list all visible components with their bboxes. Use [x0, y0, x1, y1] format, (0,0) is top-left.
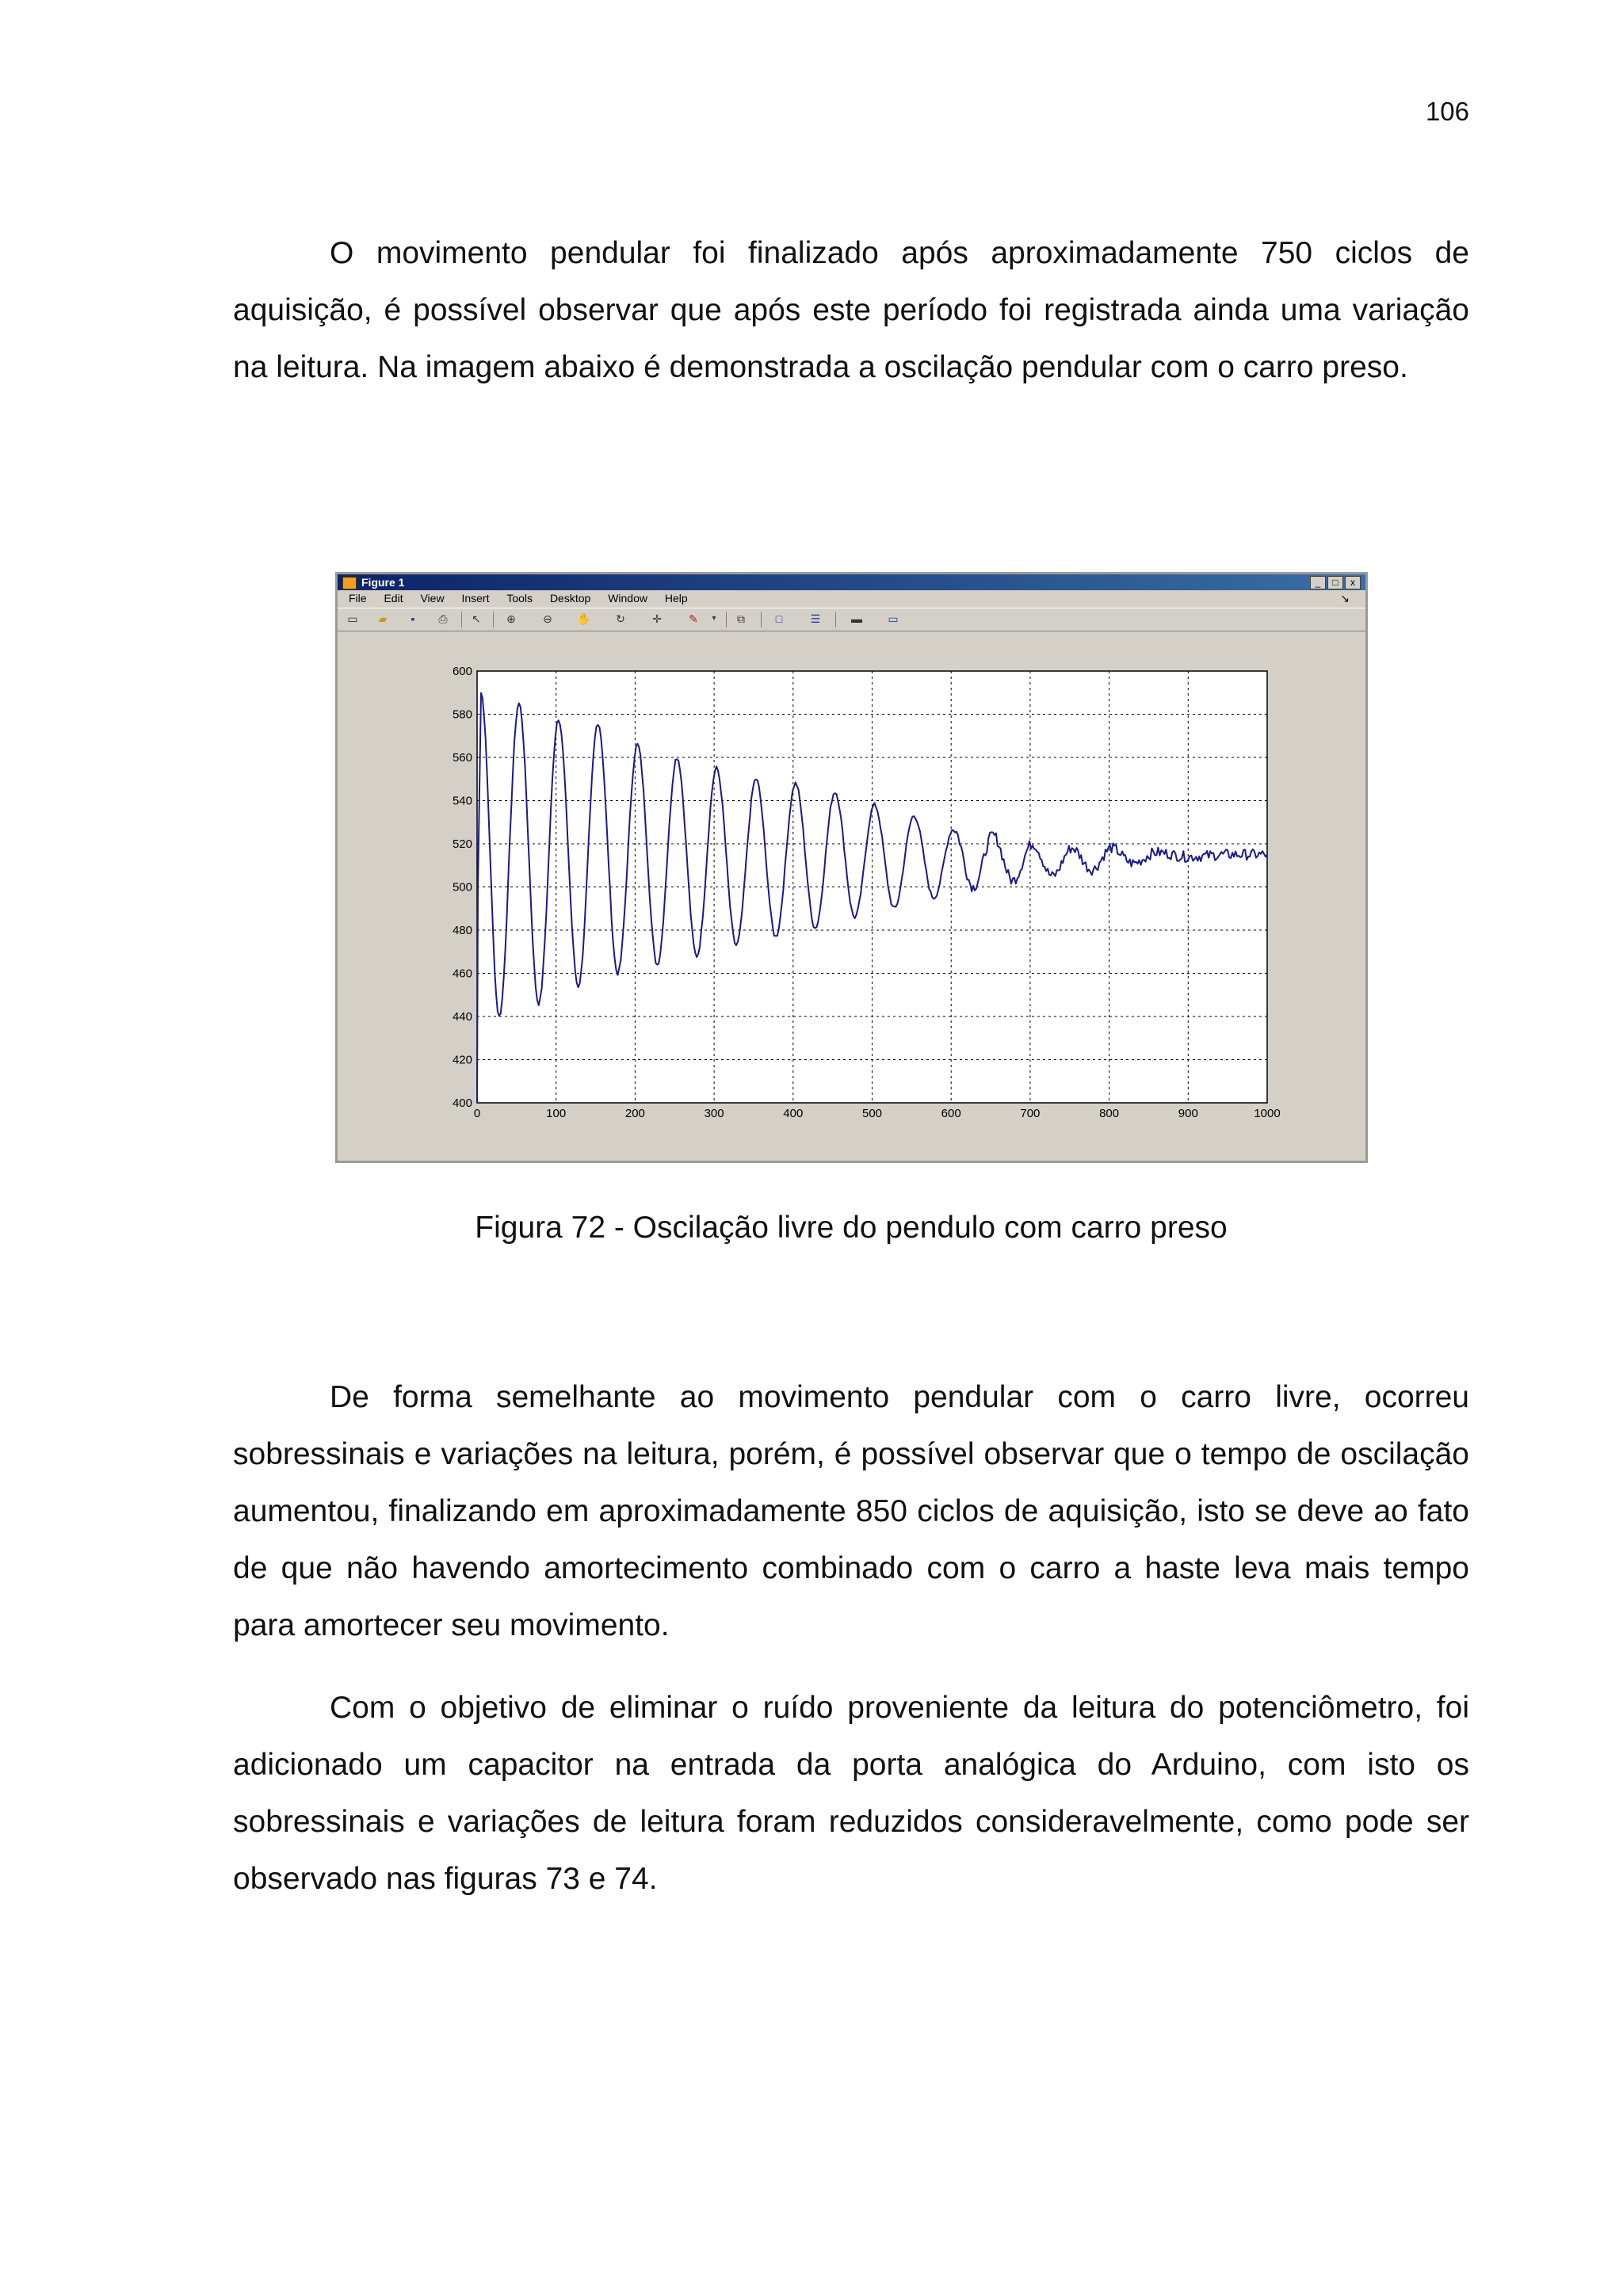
paragraph-2: De forma semelhante ao movimento pendular com o carro livre, ocorreu sobressinais e variações na leitura, porém, é possível observar que o tempo de oscilação aumentou, finalizando em aproximadamente 850 ciclos de aquisição, isto se deve ao fato de que não havendo amortecimento combinado com o carro a haste leva mais tempo para amortecer seu movimento. [233, 1380, 1469, 1642]
legend-icon[interactable]: ☰ [810, 612, 821, 625]
y-tick-label: 540 [452, 794, 472, 808]
figure-caption: Figura 72 - Oscilação livre do pendulo com carro preso [475, 1211, 1228, 1245]
y-tick-label: 480 [452, 924, 472, 937]
new-file-icon[interactable]: ▭ [347, 612, 358, 625]
y-tick-label: 460 [452, 967, 472, 981]
brush-icon[interactable]: ✎ [689, 612, 698, 625]
open-folder-icon[interactable]: ▰ [378, 612, 388, 625]
dock-arrow-icon[interactable]: ↘ [1340, 592, 1350, 605]
rotate-3d-icon[interactable]: ↻ [616, 612, 625, 625]
y-tick-label: 440 [452, 1010, 472, 1024]
x-tick-label: 600 [941, 1107, 961, 1120]
y-tick-label: 580 [452, 707, 472, 722]
y-tick-label: 500 [452, 880, 472, 894]
x-tick-label: 100 [546, 1107, 567, 1120]
zoom-in-icon[interactable]: ⊕ [506, 612, 516, 625]
x-tick-label: 900 [1178, 1107, 1198, 1120]
x-tick-label: 400 [783, 1107, 804, 1120]
paragraph-3: Com o objetivo de eliminar o ruído proveniente da leitura do potenciômetro, foi adicionado um capacitor na entrada da porta analógica do Arduino, com isto os sobressinais e variações de leitura foram reduzidos consideravelmente, como pode ser observado nas figuras 73 e 74. [233, 1691, 1469, 1896]
window-title: Figure 1 [361, 576, 405, 589]
close-button[interactable]: x [1345, 576, 1361, 589]
menu-edit[interactable]: Edit [384, 592, 403, 605]
y-tick-label: 600 [452, 665, 472, 678]
save-icon[interactable]: ▪ [411, 612, 415, 625]
menu-insert[interactable]: Insert [461, 592, 490, 605]
x-tick-label: 800 [1099, 1107, 1120, 1120]
x-tick-label: 500 [861, 1107, 883, 1120]
zoom-out-icon[interactable]: ⊖ [543, 612, 552, 625]
maximize-button[interactable]: □ [1327, 576, 1343, 589]
x-tick-label: 700 [1020, 1107, 1041, 1120]
menu-window[interactable]: Window [608, 592, 647, 605]
arrow-pointer-icon[interactable]: ↖ [472, 612, 481, 625]
menu-file[interactable]: File [349, 592, 367, 605]
pan-hand-icon[interactable]: ✋ [577, 612, 591, 625]
x-tick-label: 0 [473, 1107, 481, 1120]
data-cursor-icon[interactable]: ✛ [652, 612, 662, 625]
menu-view[interactable]: View [420, 592, 445, 605]
x-tick-label: 1000 [1254, 1107, 1281, 1120]
matlab-figure-window [335, 572, 1368, 1163]
y-tick-label: 560 [452, 751, 472, 765]
menu-desktop[interactable]: Desktop [549, 592, 591, 605]
minimize-button[interactable]: _ [1310, 576, 1326, 589]
menu-help[interactable]: Help [664, 592, 688, 605]
link-plot-icon[interactable]: ⧉ [737, 612, 745, 625]
show-plot-tools-icon[interactable]: ▭ [888, 612, 899, 625]
brush-dropdown-icon[interactable]: ▾ [712, 614, 716, 623]
colorbar-icon[interactable]: □ [775, 612, 783, 625]
page-number: 106 [1425, 97, 1469, 126]
y-tick-label: 420 [452, 1053, 472, 1067]
plot-area [338, 574, 1365, 1161]
y-tick-label: 520 [452, 837, 472, 851]
paragraph-1: O movimento pendular foi finalizado após aproximadamente 750 ciclos de aquisição, é possível observar que após este período foi registrada ainda uma variação na leitura. Na imagem abaixo é demonstrada a oscilação pendular com o carro preso. [233, 236, 1469, 384]
x-tick-label: 300 [704, 1107, 724, 1120]
hide-plot-tools-icon[interactable]: ▬ [851, 612, 862, 625]
x-tick-label: 200 [624, 1107, 645, 1120]
menu-tools[interactable]: Tools [506, 592, 533, 605]
print-icon[interactable]: ⎙ [438, 612, 448, 625]
y-tick-label: 400 [452, 1097, 472, 1110]
